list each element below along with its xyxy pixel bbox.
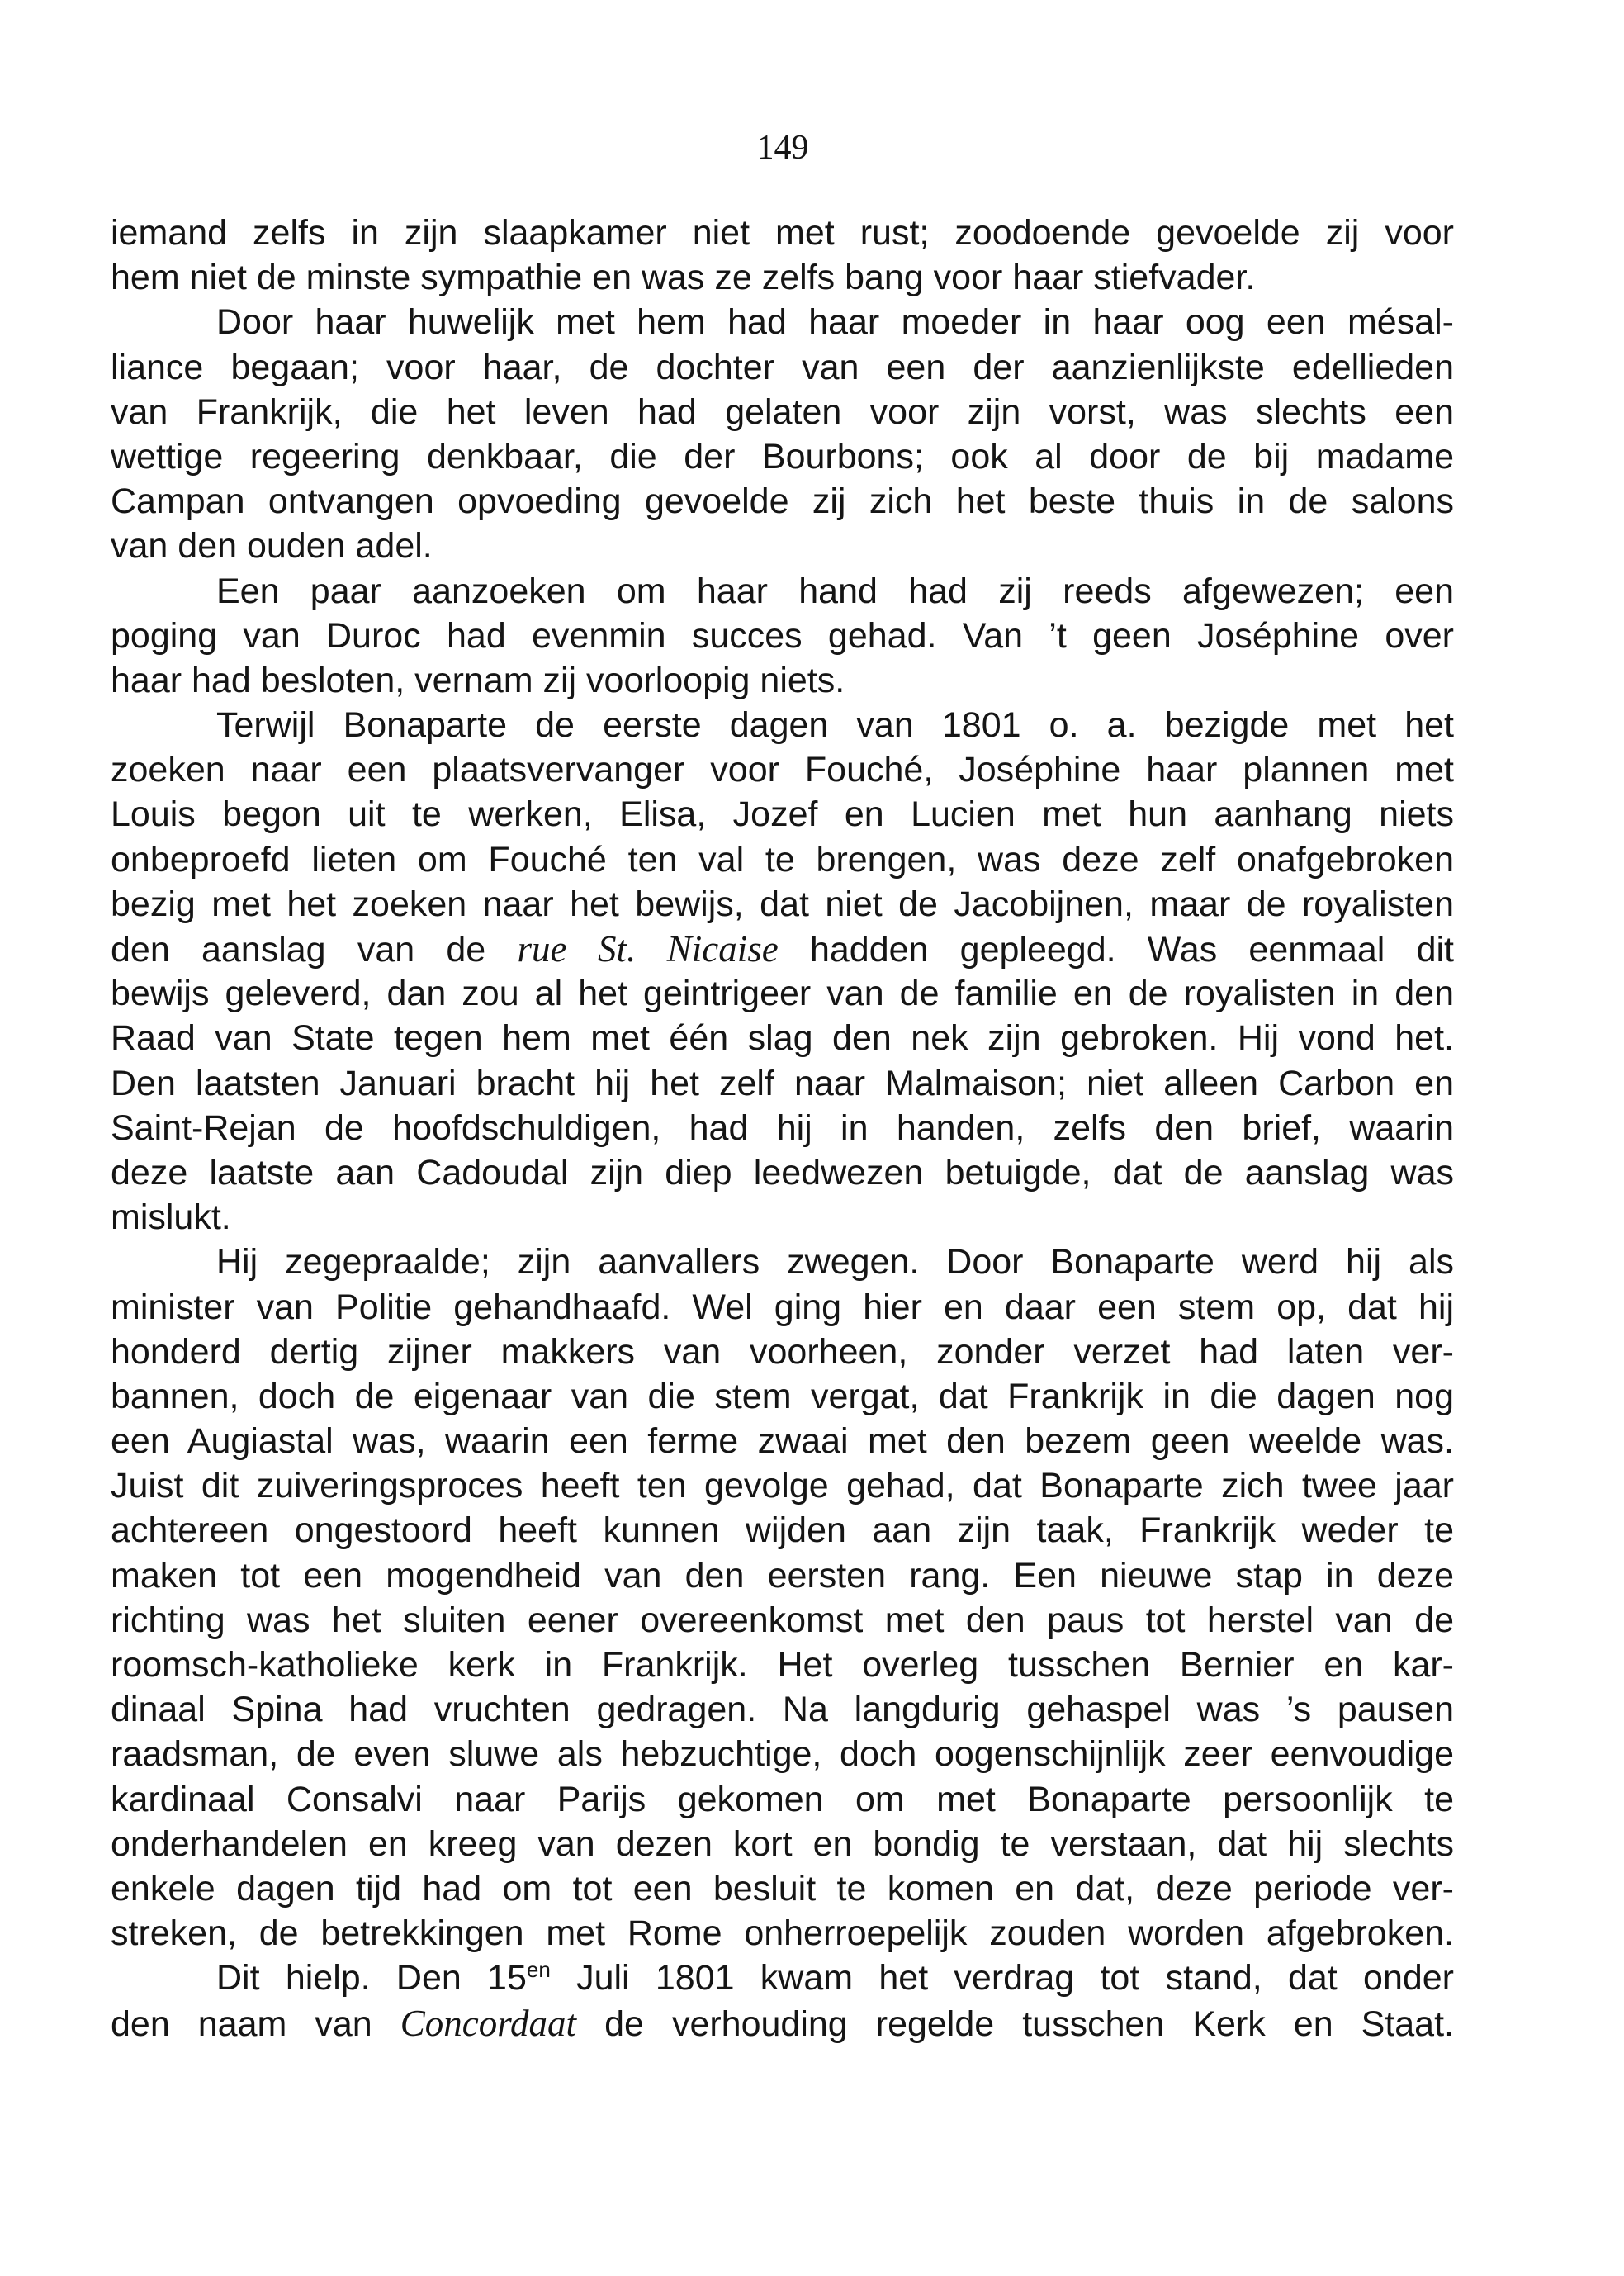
text-line: minister van Politie gehandhaafd. Wel ging hier en daar een stem op, dat hij [111,1287,1454,1327]
paragraph [111,1240,1454,1956]
text-line: richting was het sluiten eener overeenkomst met den paus tot herstel van de [111,1600,1454,1640]
body-text [111,211,1454,2046]
text-line: dinaal Spina had vruchten gedragen. Na langdurig gehaspel was ’s pausen [111,1690,1454,1730]
text-line: Door haar huwelijk met hem had haar moeder in haar oog een mésal- [216,302,1454,343]
text-line: Juist dit zuiveringsproces heeft ten gevolge gehad, dat Bonaparte zich twee jaar [111,1466,1454,1506]
text-line: roomsch-katholieke kerk in Frankrijk. Het overleg tusschen Bernier en kar- [111,1645,1454,1685]
italic-text: rue St. Nicaise [517,928,779,970]
paragraph [111,703,1454,1240]
text-line: raadsman, de even sluwe als hebzuchtige, doch oogenschijnlijk zeer eenvoudige [111,1734,1454,1775]
text-line: liance begaan; voor haar, de dochter van een der aanzienlijkste edellieden [111,347,1454,387]
text-line: Terwijl Bonaparte de eerste dagen van 1801 o. a. bezigde met het [216,705,1454,746]
line-text: den aanslag van de [111,930,518,970]
text-line: haar had besloten, vernam zij voorloopig niets. [111,660,845,700]
text-line: bezig met het zoeken naar het bewijs, dat niet de Jacobijnen, maar de royalisten [111,884,1454,924]
line-text: de verhouding regelde tusschen Kerk en Staat. [576,2003,1454,2044]
text-line: achtereen ongestoord heeft kunnen wijden aan zijn taak, Frankrijk weder te [111,1510,1454,1551]
paragraph [111,300,1454,568]
text-line: zoeken naar een plaatsvervanger voor Fouché, Joséphine haar plannen met [111,750,1454,790]
text-line [111,2001,1454,2046]
text-line: bewijs geleverd, dan zou al het geintrigeer van de familie en de royalisten in den [111,974,1454,1014]
paragraph [111,211,1454,300]
text-line: poging van Duroc had evenmin succes gehad. Van ’t geen Joséphine over [111,615,1454,656]
text-line [111,927,1454,971]
line-text: hadden gepleegd. Was eenmaal dit [778,930,1454,970]
text-line: Hij zegepraalde; zijn aanvallers zwegen. Door Bonaparte werd hij als [216,1242,1454,1283]
text-line: van den ouden adel. [111,526,433,567]
page-number: 149 [756,129,809,167]
text-line: wettige regeering denkbaar, die der Bourbons; ook al door de bij madame [111,436,1454,477]
line-text: Juli 1801 kwam het verdrag tot stand, dat onder [550,1958,1454,1999]
text-line: Raad van State tegen hem met één slag den nek zijn gebroken. Hij vond het. [111,1018,1454,1059]
text-line: bannen, doch de eigenaar van die stem vergat, dat Frankrijk in die dagen nog [111,1376,1454,1416]
text-line: deze laatste aan Cadoudal zijn diep leedwezen betuigde, dat de aanslag was [111,1152,1454,1193]
line-text: Dit hielp. Den 15 [216,1958,527,1999]
text-line: maken tot een mogendheid van den eersten rang. Een nieuwe stap in deze [111,1555,1454,1596]
italic-text: Concordaat [400,2002,577,2044]
text-line: hem niet de minste sympathie en was ze zelfs bang voor haar stiefvader. [111,258,1256,298]
text-line: mislukt. [111,1197,231,1238]
text-line: Saint-Rejan de hoofdschuldigen, had hij in handen, zelfs den brief, waarin [111,1107,1454,1148]
text-line: onderhandelen en kreeg van dezen kort en bondig te verstaan, dat hij slechts [111,1823,1454,1864]
line-text: den naam van [111,2003,400,2044]
text-line: Louis begon uit te werken, Elisa, Jozef en Lucien met hun aanhang niets [111,794,1454,835]
text-line [111,1956,1454,2000]
text-line: enkele dagen tijd had om tot een besluit te komen en dat, deze periode ver- [111,1868,1454,1909]
text-line: iemand zelfs in zijn slaapkamer niet met rust; zoodoende gevoelde zij voor [111,213,1454,253]
text-line: onbeproefd lieten om Fouché ten val te brengen, was deze zelf onafgebroken [111,839,1454,880]
paragraph [111,1956,1454,2045]
superscript-text: en [526,1957,551,1983]
text-line: Den laatsten Januari bracht hij het zelf naar Malmaison; niet alleen Carbon en [111,1063,1454,1103]
text-line: kardinaal Consalvi naar Parijs gekomen om met Bonaparte persoonlijk te [111,1779,1454,1819]
paragraph [111,569,1454,704]
text-line: van Frankrijk, die het leven had gelaten voor zijn vorst, was slechts een [111,391,1454,432]
text-line: Een paar aanzoeken om haar hand had zij reeds afgewezen; een [216,571,1454,611]
text-line: streken, de betrekkingen met Rome onherroepelijk zouden worden afgebroken. [111,1913,1454,1954]
text-line: honderd dertig zijner makkers van voorheen, zonder verzet had laten ver- [111,1331,1454,1372]
text-line: een Augiastal was, waarin een ferme zwaai met den bezem geen weelde was. [111,1421,1454,1462]
text-line: Campan ontvangen opvoeding gevoelde zij zich het beste thuis in de salons [111,481,1454,522]
